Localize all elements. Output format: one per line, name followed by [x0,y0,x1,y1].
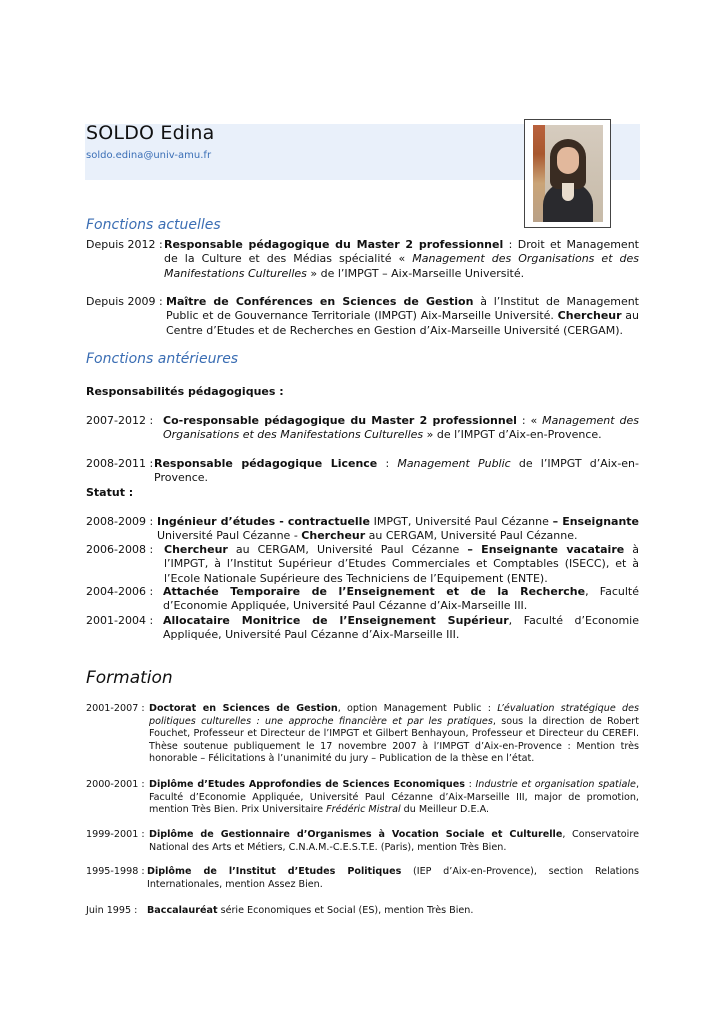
education-entry: 1999-2001 : Diplôme de Gestionnaire d’Organismes à Vocation Sociale et Culturelle, Conservatoire National des Arts et Métiers, C.N.A.M.-C.E.S.T.E. (Paris), mention Très Bien. [86,829,639,853]
entry-date: 1999-2001 : [86,829,145,840]
past-role-entry: 2008-2011 : Responsable pédagogique Licence : Management Public de l’IMPGT d’Aix-en-Provence. [86,457,639,485]
current-role-entry: Depuis 2009 : Maître de Conférences en Sciences de Gestion à l’Institut de Management Public et de Gouvernance Territoriale (IMPGT) Aix-Marseille Université. Chercheur au Centre d’Etudes et de Recherches en Gestion d’Aix-Marseille Université (CERGAM). [86,295,639,337]
entry-date: 2008-2011 : [86,457,154,470]
portrait-photo-frame [524,119,611,228]
entry-date: 2000-2001 : [86,779,145,790]
education-entry: 2001-2007 : Doctorat en Sciences de Gestion, option Management Public : L’évaluation stratégique des politiques culturelles : une approche financière et par les pratiques, sous la direction de Robert Fouchet, Professeur et Directeur de l’IMPGT et Gilbert Benhayoun, Professeur et Directeur du CEREFI. Thèse soutenue publiquement le 17 novembre 2007 à l’IMPGT d’Aix-en-Provence : Mention très honorable – Félicitations à l’unanimité du jury – Publication de la thèse en l’état. [86,703,640,765]
entry-date: 2006-2008 : [86,543,154,556]
entry-date: 2008-2009 : [86,515,154,528]
entry-date: 2007-2012 : [86,414,154,427]
section-title-fonctions-anterieures: Fonctions antérieures [86,351,239,367]
past-role-entry: 2007-2012 : Co-responsable pédagogique du Master 2 professionnel : « Management des Organisations et des Manifestations Culturelles » de l’IMPGT d’Aix-en-Provence. [86,414,639,442]
entry-date: Juin 1995 : [86,905,138,916]
education-entry: 2000-2001 : Diplôme d’Etudes Approfondies de Sciences Economiques : Industrie et organisation spatiale, Faculté d’Economie Appliquée, Université Paul Cézanne d’Aix-Marseille III, major de promotion, mention Très Bien. Prix Universitaire Frédéric Mistral du Meilleur D.E.A. [86,779,639,816]
current-role-entry: Depuis 2012 : Responsable pédagogique du Master 2 professionnel : Droit et Management de la Culture et des Médias spécialité « Management des Organisations et des Manifestations Culturelles » de l’IMPGT – Aix-Marseille Université. [86,238,639,280]
education-entry: Juin 1995 : Baccalauréat série Economiques et Social (ES), mention Très Bien. [86,905,474,916]
section-title-fonctions-actuelles: Fonctions actuelles [86,217,221,233]
entry-date: Depuis 2012 : [86,238,163,251]
section-title-formation: Formation [86,668,173,688]
entry-date: 1995-1998 : [86,866,145,877]
status-entry: 2008-2009 : Ingénieur d’études - contractuelle IMPGT, Université Paul Cézanne – Enseignante Université Paul Cézanne - Chercheur au CERGAM, Université Paul Cézanne. [86,515,640,543]
person-name: SOLDO Edina [86,122,215,144]
status-entry: 2001-2004 : Allocataire Monitrice de l’Enseignement Supérieur, Faculté d’Economie Appliquée, Université Paul Cézanne d’Aix-Marseille III. [86,614,639,642]
entry-date: 2001-2004 : [86,614,154,627]
status-entry: 2004-2006 : Attachée Temporaire de l’Enseignement et de la Recherche, Faculté d’Economie Appliquée, Université Paul Cézanne d’Aix-Marseille III. [86,585,639,613]
entry-date: Depuis 2009 : [86,295,163,308]
entry-date: 2004-2006 : [86,585,154,598]
education-entry: 1995-1998 : Diplôme de l’Institut d’Etudes Politiques (IEP d’Aix-en-Provence), section Relations Internationales, mention Assez Bien. [86,866,639,890]
entry-date: 2001-2007 : [86,703,145,714]
status-entry: 2006-2008 : Chercheur au CERGAM, Université Paul Cézanne – Enseignante vacataire à l’IMPGT, à l’Institut Supérieur d’Etudes Commerciales et Comptables (ISECC), et à l’Ecole Nationale Supérieure des Techniciens de l’Equipement (ENTE). [86,543,639,585]
subtitle-responsabilites: Responsabilités pédagogiques : [86,385,284,398]
email-link[interactable]: soldo.edina@univ-amu.fr [86,150,212,161]
subtitle-statut: Statut : [86,486,134,499]
portrait-photo [533,125,603,222]
